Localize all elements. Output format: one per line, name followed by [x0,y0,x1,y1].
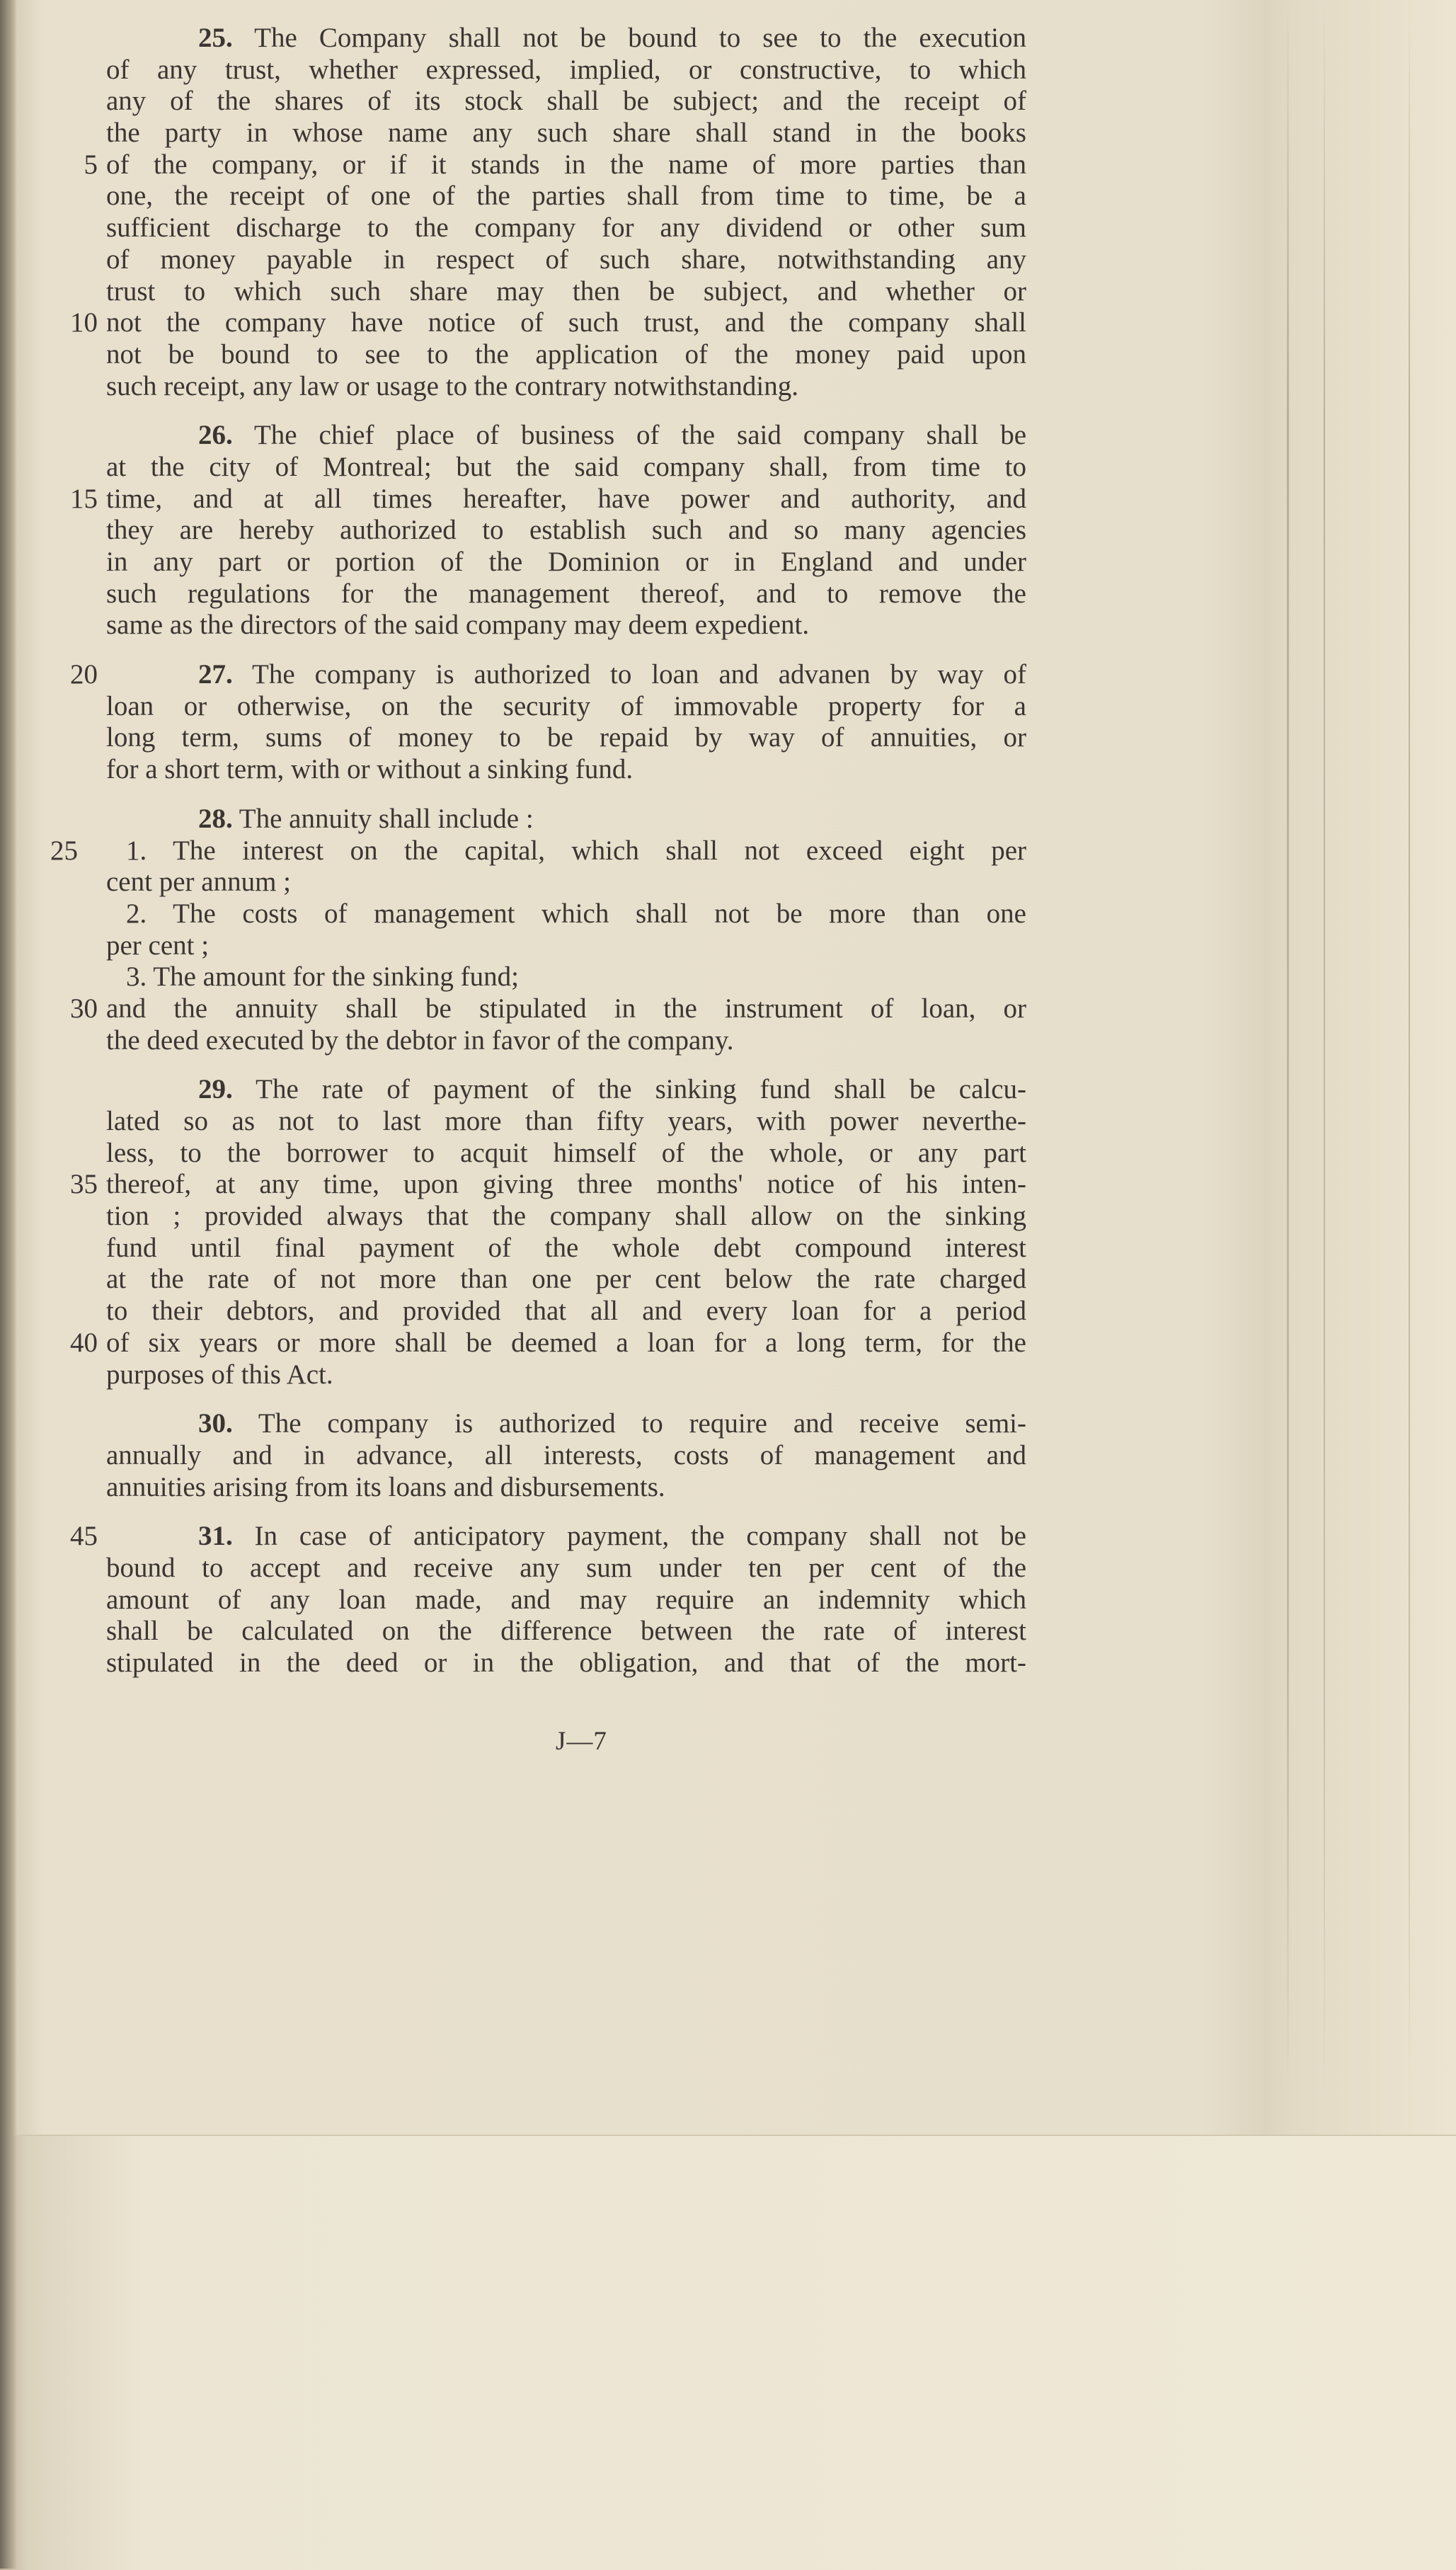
text-line: 3. The amount for the sinking fund; [126,961,519,993]
text-line: sufficient discharge to the company for any dividend or other sum [106,212,1026,244]
page-edge-line [1324,0,1325,2096]
text-line: amount of any loan made, and may require an indemnity which [106,1584,1026,1615]
text-line: 15 time, and at all times hereafter, have power and authority, and [106,484,1026,515]
line-number: 10 [70,307,98,338]
page-signature: J—7 [556,1727,607,1756]
text-line: one, the receipt of one of the parties shall from time to time, be a [106,181,1026,212]
text-line: for a short term, with or without a sinking fund. [106,754,634,785]
section-number: 29. [198,1074,233,1105]
text-line: the party in whose name any such share shall stand in the books [106,118,1026,149]
text-line: cent per annum ; [106,867,291,898]
text-line: loan or otherwise, on the security of immovable property for a [106,690,1026,721]
text-line: 30. The company is authorized to require and receive semi- [198,1408,1027,1439]
page-edge-line [1409,0,1410,2096]
line-number: 15 [70,483,98,514]
text-line: 29. The rate of payment of the sinking fund shall be calcu- [198,1074,1027,1105]
text-line: 2. The costs of management which shall not be more than one [126,898,1026,929]
text-line: trust to which such share may then be subject, and whether or [106,275,1026,307]
text-line: not be bound to see to the application of the money paid upon [106,338,1026,370]
section-number: 28. [198,803,233,834]
text-line: of money payable in respect of such share, notwithstanding any [106,244,1026,275]
text-line: 20 27. The company is authorized to loan and advanen by way of [106,659,1026,691]
text-line: per cent ; [106,930,210,961]
text-line: annuities arising from its loans and disbursements. [106,1471,665,1502]
line-number: 35 [70,1169,98,1200]
line-number: 45 [70,1521,98,1552]
text-line: such receipt, any law or usage to the contrary notwithstanding. [106,370,798,401]
text-line: any of the shares of its stock shall be subject; and the receipt of [106,86,1026,117]
text-line: of any trust, whether expressed, implied, or constructive, to which [106,54,1026,85]
text-line: 45 31. In case of anticipatory payment, the company shall not be [106,1521,1026,1553]
text-line: to their debtors, and provided that all and every loan for a period [106,1296,1026,1327]
text-line: 30 and the annuity shall be stipulated in the instrument of loan, or [106,993,1026,1025]
section-number: 30. [198,1408,233,1439]
text-line: fund until final payment of the whole debt compound interest [106,1232,1026,1263]
line-number: 40 [70,1327,98,1358]
text-line: 28. The annuity shall include : [198,803,534,834]
text-line: 25. The Company shall not be bound to see to the execution [198,23,1027,53]
text-line: lated so as not to last more than fifty years, with power neverthe- [106,1106,1026,1136]
text-line: such regulations for the management thereof, and to remove the [106,578,1026,609]
text-line: annually and in advance, all interests, costs of management and [106,1439,1026,1470]
line-number: 30 [70,993,98,1024]
line-number: 5 [84,149,98,180]
text-line: 40 of six years or more shall be deemed a loan for a long term, for the [106,1327,1026,1359]
underlying-sheet [0,2135,1456,2570]
section-number: 26. [198,420,233,451]
text-line: 5 of the company, or if it stands in the name of more parties than [106,149,1026,181]
text-line: bound to accept and receive any sum under ten per cent of the [106,1552,1026,1583]
text-line: they are hereby authorized to establish such and so many agencies [106,515,1026,546]
text-line: at the rate of not more than one per cent below the rate charged [106,1264,1026,1295]
text-line: purposes of this Act. [106,1359,333,1390]
section-27 [70,659,1027,786]
text-line: 26. The chief place of business of the said company shall be [198,420,1027,451]
section-25 [70,23,1027,402]
section-30 [106,1408,1026,1503]
line-number: 25 [50,835,78,866]
line-number: 20 [70,659,98,690]
text-line: long term, sums of money to be repaid by way of annuities, or [106,722,1026,753]
section-number: 27. [198,659,233,690]
section-28 [50,803,1026,1057]
text-line: the deed executed by the debtor in favor of the company. [106,1024,734,1056]
text-line: stipulated in the deed or in the obligation, and that of the mort- [106,1647,1026,1678]
section-26 [70,420,1027,641]
section-number: 25. [198,23,233,53]
binding-edge [0,0,17,2569]
text-line: tion ; provided always that the company shall allow on the sinking [106,1201,1026,1232]
section-number: 31. [198,1521,233,1552]
text-line: at the city of Montreal; but the said company shall, from time to [106,451,1026,482]
section-31 [70,1521,1026,1679]
page-edge-line [1287,0,1289,2096]
text-line: same as the directors of the said company may deem expedient. [106,610,810,641]
text-line: 25 1. The interest on the capital, which shall not exceed eight per [106,835,1026,867]
text-line: shall be calculated on the difference between the rate of interest [106,1616,1026,1647]
text-line: less, to the borrower to acquit himself of the whole, or any part [106,1137,1026,1168]
text-line: in any part or portion of the Dominion or in England and under [106,547,1026,577]
text-line: 35 thereof, at any time, upon giving three months' notice of his inten- [106,1169,1026,1201]
document-text [50,23,1027,1679]
section-29 [70,1074,1027,1390]
text-line: 10 not the company have notice of such trust, and the company shall [106,307,1026,339]
